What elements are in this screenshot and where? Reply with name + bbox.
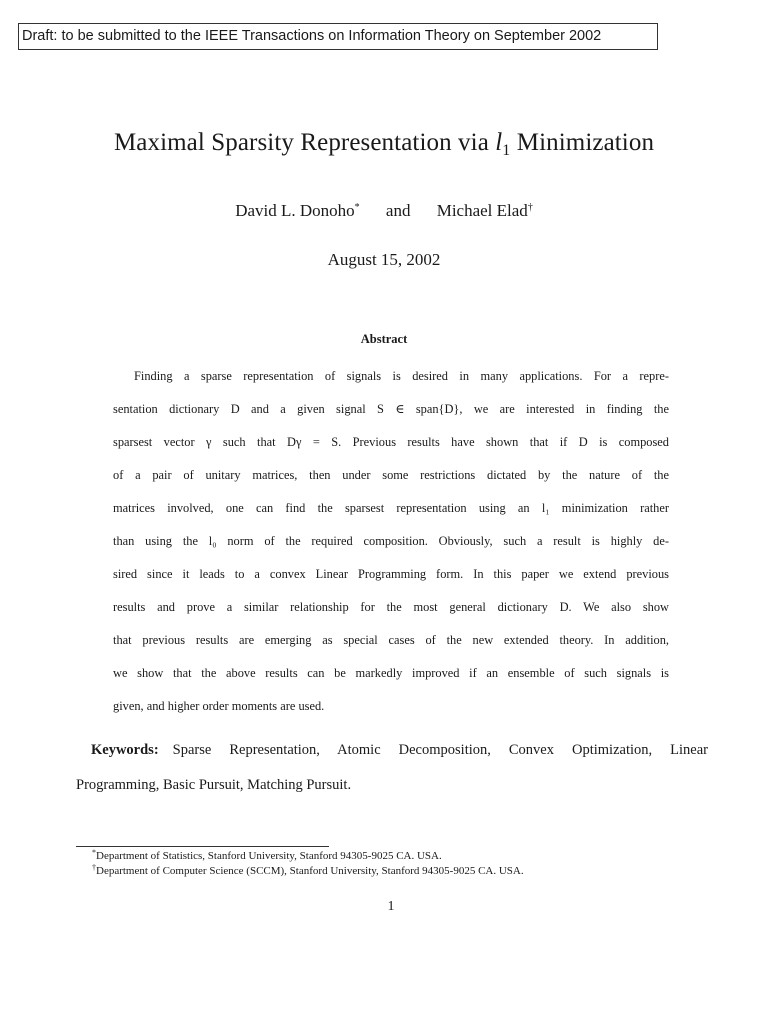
author-conjunction: and <box>385 201 411 220</box>
footnote-mark: * <box>92 848 96 857</box>
author-elad: Michael Elad <box>436 201 528 220</box>
abstract-line: results and prove a similar relationship for the most general dictionary D. We also show <box>113 600 669 614</box>
abstract-line: sentation dictionary D and a given signal S ∈ span{D}, we are interested in finding the <box>113 402 669 416</box>
keywords-label: Keywords: <box>91 742 159 758</box>
author-elad-mark: † <box>527 202 533 213</box>
abstract-line: given, and higher order moments are used. <box>113 699 325 713</box>
footnote-mark: † <box>92 863 96 872</box>
abstract-body <box>113 364 669 727</box>
keywords-text-1: Sparse Representation, Atomic Decomposition, Convex Optimization, Linear <box>172 742 708 758</box>
footnote-text: Department of Computer Science (SCCM), Stanford University, Stanford 94305-9025 CA. USA. <box>96 865 524 877</box>
title-after: Minimization <box>510 129 655 156</box>
draft-notice-text: Draft: to be submitted to the IEEE Transactions on Information Theory on September 2002 <box>22 28 602 44</box>
footnote-rule <box>76 846 329 847</box>
keywords <box>76 738 708 808</box>
keywords-line-2: Programming, Basic Pursuit, Matching Pursuit. <box>76 777 352 793</box>
abstract-heading: Abstract <box>360 332 408 346</box>
abstract-line: sired since it leads to a convex Linear Programming form. In this paper we extend previous <box>113 567 669 581</box>
abstract-line: matrices involved, one can find the sparsest representation using an l₁ minimization rather <box>113 501 669 515</box>
page-number: 1 <box>387 899 395 914</box>
title-var: l <box>495 129 503 156</box>
keywords-line-1 <box>76 738 708 773</box>
draft-notice <box>18 23 658 50</box>
abstract-line: than using the l₀ norm of the required composition. Obviously, such a result is highly de- <box>113 534 669 548</box>
title-sub: 1 <box>502 142 511 159</box>
title-before: Maximal Sparsity Representation via <box>113 129 496 156</box>
abstract-line: sparsest vector γ such that Dγ = S. Previous results have shown that if D is composed <box>113 435 669 449</box>
author-donoho: David L. Donoho <box>235 201 355 220</box>
paper-title <box>0 126 768 160</box>
abstract-line: we show that the above results can be markedly improved if an ensemble of such signals is <box>113 666 669 680</box>
abstract-line: that previous results are emerging as special cases of the new extended theory. In addition, <box>113 633 669 647</box>
paper-date: August 15, 2002 <box>327 250 441 269</box>
footnotes <box>92 849 524 879</box>
abstract-line: Finding a sparse representation of signals is desired in many applications. For a repre- <box>134 369 669 383</box>
footnote-text: Department of Statistics, Stanford University, Stanford 94305-9025 CA. USA. <box>96 850 442 862</box>
footnote-affiliation-1 <box>92 849 524 864</box>
author-donoho-mark: * <box>354 202 360 213</box>
footnote-affiliation-2 <box>92 864 524 879</box>
abstract-line: of a pair of unitary matrices, then under some restrictions dictated by the nature of the <box>113 468 669 482</box>
author-line <box>0 199 768 223</box>
